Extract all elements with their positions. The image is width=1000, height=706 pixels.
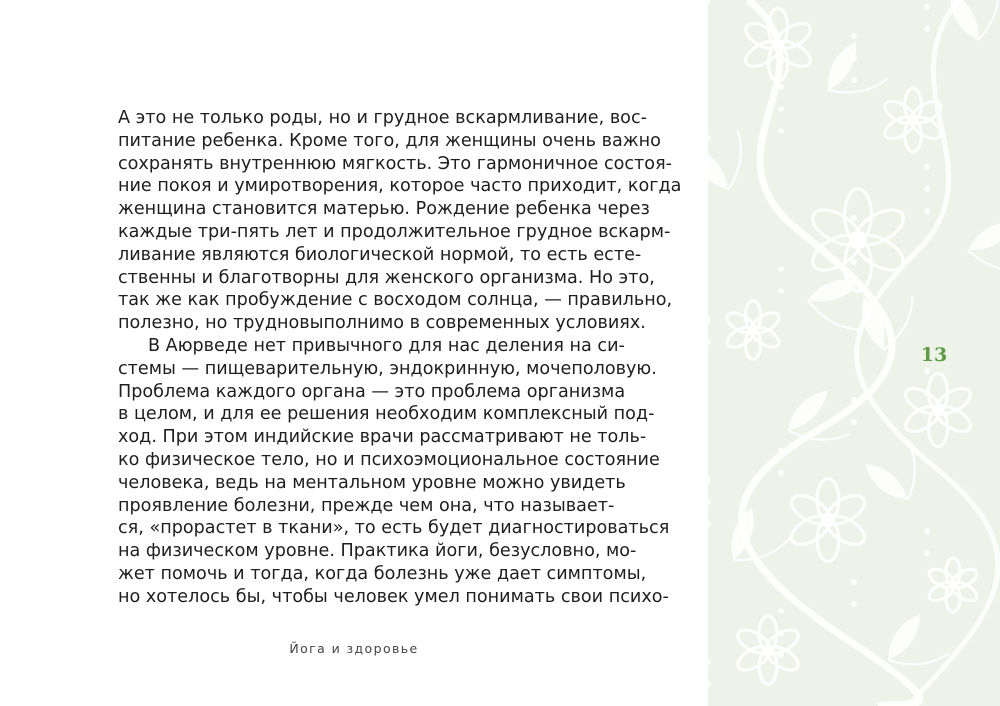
text-line: А это не только роды, но и грудное вскармливание, вос- bbox=[118, 108, 647, 128]
ornament-dot bbox=[924, 208, 930, 214]
ornament-dot bbox=[851, 601, 857, 607]
text-line: человека, ведь на ментальном уровне можно увидеть bbox=[118, 472, 626, 493]
ornament-dot bbox=[708, 339, 711, 345]
text-line: в целом, и для ее решения необходим комплексный под- bbox=[118, 404, 655, 425]
flower-center bbox=[931, 403, 944, 416]
ornament-dot bbox=[778, 652, 784, 658]
ornament-dot bbox=[924, 186, 930, 192]
paragraph-start-line: В Аюрведе нет привычного для нас деления на си- bbox=[148, 335, 625, 356]
text-line: ственны и благотворны для женского организма. Но это, bbox=[118, 267, 655, 288]
ornament-dot bbox=[924, 26, 930, 32]
flower-center bbox=[771, 38, 784, 51]
ornament-dot bbox=[851, 215, 857, 221]
text-line: Проблема каждого органа — это проблема организма bbox=[118, 381, 626, 402]
ornament-dot bbox=[708, 681, 711, 687]
body-text bbox=[118, 107, 682, 609]
ornament-dot bbox=[778, 266, 784, 272]
ornament-dot bbox=[851, 419, 857, 425]
ornament-dot bbox=[778, 448, 784, 454]
flower-center bbox=[762, 644, 774, 656]
ornament-dot bbox=[778, 288, 784, 294]
text-line: жет помочь и тогда, когда болезнь уже дает симптомы, bbox=[118, 563, 647, 584]
ornament-dot bbox=[708, 317, 711, 323]
leaf-shape bbox=[820, 37, 864, 94]
ornament-dot bbox=[851, 55, 857, 61]
text-line: ся, «прорастет в ткани», то есть будет диагностироваться bbox=[118, 518, 670, 539]
ornament-dot bbox=[778, 128, 784, 134]
ornament-dot bbox=[778, 106, 784, 112]
ornament-dot bbox=[851, 579, 857, 585]
text-line: женщина становится матерью. Рождение ребенка через bbox=[118, 199, 650, 220]
flower-center bbox=[948, 580, 958, 590]
ornament-dot bbox=[851, 397, 857, 403]
ornament-dot bbox=[851, 259, 857, 265]
ornament-dot bbox=[708, 521, 711, 527]
ornament-dot bbox=[924, 390, 930, 396]
text-line: сохранять внутреннюю мягкость. Это гармоничное состоя- bbox=[118, 153, 672, 174]
text-line: но хотелось бы, чтобы человек умел понимать свои психо- bbox=[118, 586, 669, 607]
leaf-shape bbox=[881, 609, 928, 665]
ornament-dot bbox=[708, 0, 711, 3]
flower-center bbox=[748, 325, 759, 336]
ornament-dot bbox=[851, 237, 857, 243]
leaf-shape bbox=[708, 141, 735, 195]
text-line: ход. При этом индийские врачи рассматривают не толь- bbox=[118, 427, 647, 448]
text-line: ливание являются биологической нормой, то есть есте- bbox=[118, 244, 642, 265]
stem-line bbox=[742, 0, 920, 706]
text-line: полезно, но трудновыполнимо в современных условиях. bbox=[118, 313, 646, 334]
ornament-dot bbox=[924, 368, 930, 374]
ornament-dot bbox=[924, 528, 930, 534]
page-number: 13 bbox=[916, 344, 952, 366]
flower-center bbox=[821, 513, 836, 528]
text-line: на физическом уровне. Практика йоги, безусловно, мо- bbox=[118, 541, 637, 562]
flower-center bbox=[907, 114, 918, 125]
text-line: каждые три-пять лет и продолжительное грудное вскарм- bbox=[118, 221, 671, 242]
ornament-dot bbox=[778, 630, 784, 636]
ornament-dot bbox=[924, 164, 930, 170]
text-line: ние покоя и умиротворения, которое часто приходит, когда bbox=[118, 176, 682, 197]
ornament-dot bbox=[778, 470, 784, 476]
floral-ornament bbox=[708, 0, 1000, 706]
ornament-dot bbox=[851, 33, 857, 39]
leaf-shape bbox=[859, 457, 913, 507]
ornament-dot bbox=[778, 608, 784, 614]
ornament-dot bbox=[708, 135, 711, 141]
ornament-dot bbox=[924, 550, 930, 556]
ornament-dot bbox=[778, 84, 784, 90]
text-line: проявление болезни, прежде чем она, что называет- bbox=[118, 495, 615, 516]
floral-pattern-icon bbox=[708, 0, 1000, 706]
text-line: стемы — пищеварительную, эндокринную, мочеполовую. bbox=[118, 358, 657, 379]
ornament-dot bbox=[708, 659, 711, 665]
running-footer: Йога и здоровье bbox=[289, 641, 419, 656]
ornament-dot bbox=[851, 77, 857, 83]
text-line: так же как пробуждение с восходом солнца, — правильно, bbox=[118, 290, 673, 311]
text-line: ко физическое тело, но и психоэмоциональное состояние bbox=[118, 449, 660, 470]
ornament-dot bbox=[708, 477, 711, 483]
ornament-dot bbox=[708, 499, 711, 505]
ornament-dot bbox=[924, 4, 930, 10]
text-line: питание ребенка. Кроме того, для женщины очень важно bbox=[118, 130, 661, 151]
